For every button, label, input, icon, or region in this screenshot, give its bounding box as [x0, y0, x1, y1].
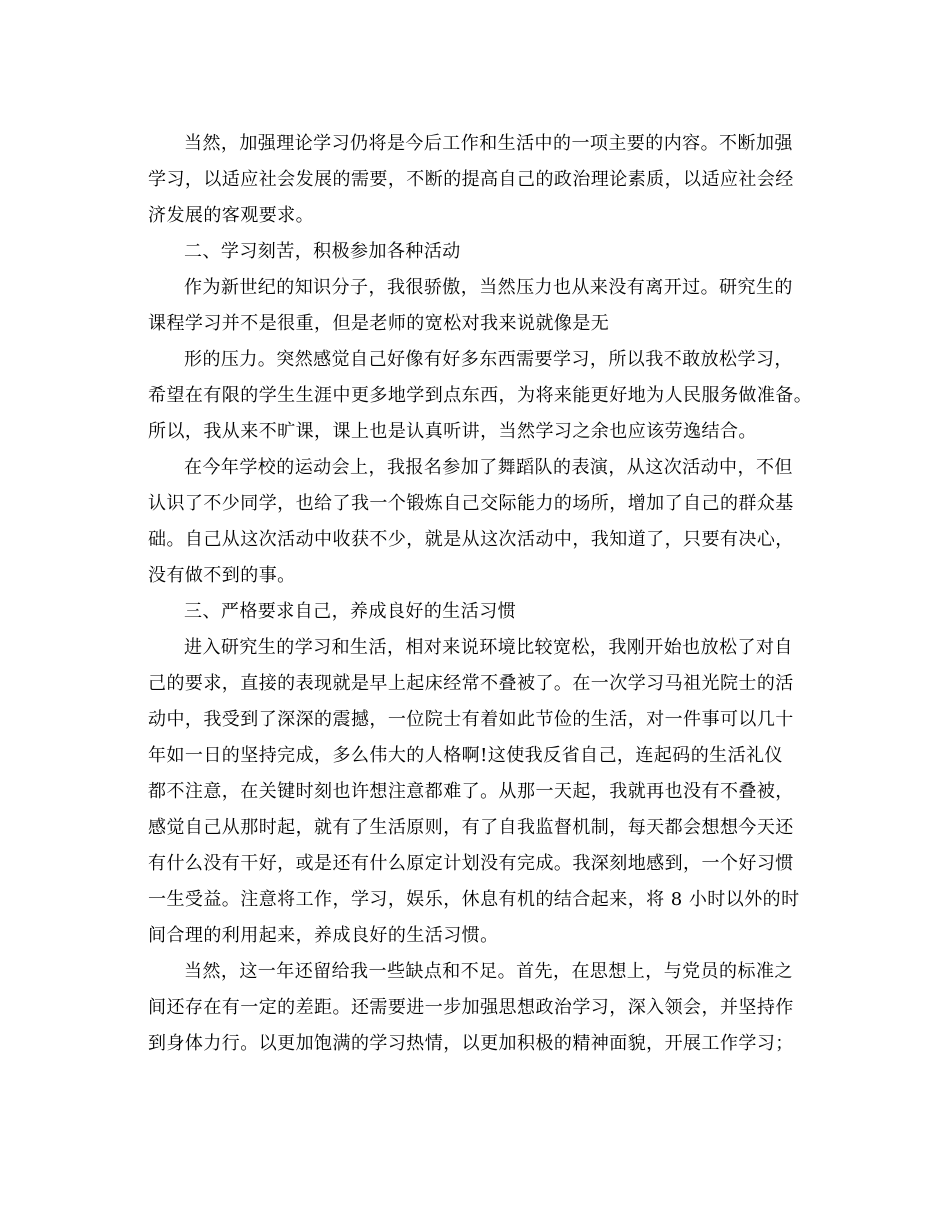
paragraph-line: 当然，这一年还留给我一些缺点和不足。首先，在思想上，与党员的标准之: [184, 961, 793, 982]
paragraph-line: 作为新世纪的知识分子，我很骄傲，当然压力也从来没有离开过。研究生的: [184, 277, 793, 298]
paragraph-line: 希望在有限的学生生涯中更多地学到点东西，为将来能更好地为人民服务做准备。: [148, 385, 813, 406]
paragraph-line: 感觉自己从那时起，就有了生活原则，有了自我监督机制，每天都会想想今天还: [148, 817, 794, 838]
section-heading: 二、学习刻苦，积极参加各种活动: [184, 241, 461, 262]
paragraph-line: 到身体力行。以更加饱满的学习热情，以更加积极的精神面貌，开展工作学习；: [148, 1033, 794, 1054]
paragraph-line: 形的压力。突然感觉自己好像有好多东西需要学习，所以我不敢放松学习，: [184, 349, 793, 370]
paragraph-line: 当然，加强理论学习仍将是今后工作和生活中的一项主要的内容。不断加强: [184, 133, 793, 154]
paragraph-line: 动中，我受到了深深的震撼，一位院士有着如此节俭的生活，对一件事可以几十: [148, 709, 794, 730]
section-heading: 三、严格要求自己，养成良好的生活习惯: [184, 601, 517, 622]
paragraph-line: 都不注意，在关键时刻也许想注意都难了。从那一天起，我就再也没有不叠被，: [148, 781, 794, 802]
paragraph-line: 济发展的客观要求。: [148, 205, 315, 226]
paragraph-line: 年如一日的坚持完成，多么伟大的人格啊!这使我反省自己，连起码的生活礼仪: [148, 745, 783, 766]
paragraph-line: 认识了不少同学，也给了我一个锻炼自己交际能力的场所，增加了自己的群众基: [148, 493, 794, 514]
paragraph-line: 己的要求，直接的表现就是早上起床经常不叠被了。在一次学习马祖光院士的活: [148, 673, 794, 694]
paragraph-line: 进入研究生的学习和生活，相对来说环境比较宽松，我刚开始也放松了对自: [184, 637, 793, 658]
paragraph-line: 间合理的利用起来，养成良好的生活习惯。: [148, 925, 499, 946]
paragraph-line: 间还存在有一定的差距。还需要进一步加强思想政治学习，深入领会，并坚持作: [148, 997, 794, 1018]
paragraph-line: 课程学习并不是很重，但是老师的宽松对我来说就像是无: [148, 313, 610, 334]
paragraph-line: 础。自己从这次活动中收获不少，就是从这次活动中，我知道了，只要有决心，: [148, 529, 794, 550]
paragraph-line: 学习，以适应社会发展的需要，不断的提高自己的政治理论素质，以适应社会经: [148, 169, 794, 190]
paragraph-line: 一生受益。注意将工作，学习，娱乐，休息有机的结合起来，将 8 小时以外的时: [148, 889, 800, 910]
paragraph-line: 有什么没有干好，或是还有什么原定计划没有完成。我深刻地感到，一个好习惯: [148, 853, 794, 874]
paragraph-line: 没有做不到的事。: [148, 565, 296, 586]
paragraph-line: 在今年学校的运动会上，我报名参加了舞蹈队的表演，从这次活动中，不但: [184, 457, 793, 478]
paragraph-line: 所以，我从来不旷课，课上也是认真听讲，当然学习之余也应该劳逸结合。: [148, 421, 757, 442]
